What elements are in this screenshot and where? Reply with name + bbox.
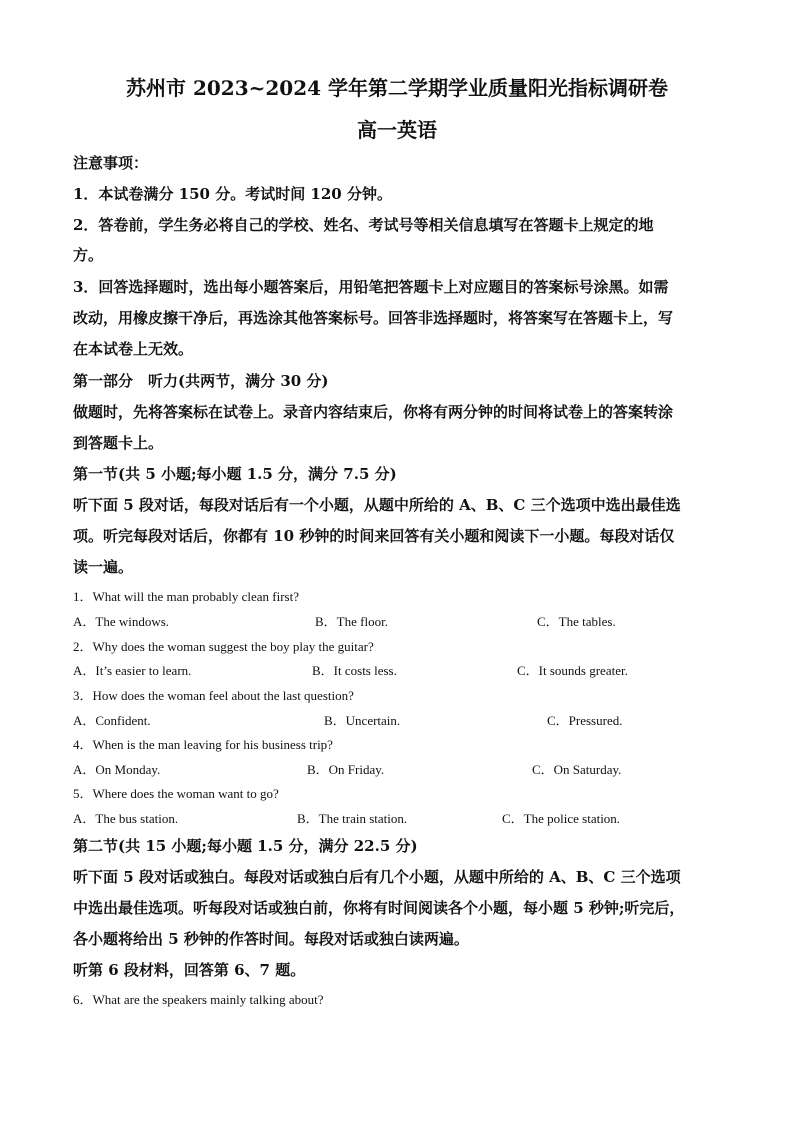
- question-5-option-a: A．The bus station.: [73, 811, 179, 826]
- question-4-option-a: A．On Monday.: [73, 762, 161, 777]
- section2-heading: 第二节(共 15 小题;每小题 1.5 分，满分 22.5 分): [73, 837, 418, 855]
- question-3-option-c: C．Pressured.: [547, 713, 623, 728]
- question-5-option-b: B．The train station.: [297, 811, 408, 826]
- section2-intro-line-1: 听下面 5 段对话或独白。每段对话或独白后有几个小题，从题中所给的 A、B、C 三个选项: [73, 868, 681, 886]
- notes-item-1: 1．本试卷满分 150 分。考试时间 120 分钟。: [73, 185, 392, 203]
- notes-item-3-line-3: 在本试卷上无效。: [73, 340, 194, 358]
- notes-item-2-line-2: 方。: [73, 246, 104, 264]
- notes-item-3-line-2: 改动，用橡皮擦干净后，再选涂其他答案标号。回答非选择题时，将答案写在答题卡上，写: [73, 309, 674, 327]
- question-3-option-b: B．Uncertain.: [324, 713, 401, 728]
- question-2-option-a: A．It’s easier to learn.: [73, 663, 192, 678]
- question-1-option-b: B．The floor.: [315, 614, 388, 629]
- question-3: 3．How does the woman feel about the last question?: [73, 688, 354, 703]
- part1-intro-line-2: 到答题卡上。: [73, 434, 164, 452]
- notes-item-2-line-1: 2．答卷前，学生务必将自己的学校、姓名、考试号等相关信息填写在答题卡上规定的地: [73, 216, 654, 234]
- question-4: 4．When is the man leaving for his business trip?: [73, 737, 333, 752]
- notes-item-3-line-1: 3．回答选择题时，选出每小题答案后，用铅笔把答题卡上对应题目的答案标号涂黑。如需: [73, 278, 669, 296]
- question-2-option-c: C．It sounds greater.: [517, 663, 628, 678]
- section2-intro-line-3: 各小题将给出 5 秒钟的作答时间。每段对话或独白读两遍。: [73, 930, 469, 948]
- question-2: 2．Why does the woman suggest the boy play the guitar?: [73, 639, 374, 654]
- part1-intro-line-1: 做题时，先将答案标在试卷上。录音内容结束后，你将有两分钟的时间将试卷上的答案转涂: [73, 403, 674, 421]
- notes-heading: 注意事项：: [73, 154, 149, 172]
- question-3-option-a: A．Confident.: [73, 713, 151, 728]
- section2-material-6: 听第 6 段材料，回答第 6、7 题。: [73, 961, 306, 979]
- question-1-option-a: A．The windows.: [73, 614, 170, 629]
- question-4-option-c: C．On Saturday.: [532, 762, 622, 777]
- question-2-option-b: B．It costs less.: [312, 663, 397, 678]
- section1-heading: 第一节(共 5 小题;每小题 1.5 分，满分 7.5 分): [73, 465, 397, 483]
- section1-intro-line-2: 项。听完每段对话后，你都有 10 秒钟的时间来回答有关小题和阅读下一小题。每段对话仅: [73, 527, 675, 545]
- question-1: 1．What will the man probably clean first?: [73, 589, 299, 604]
- section1-intro-line-1: 听下面 5 段对话，每段对话后有一个小题，从题中所给的 A、B、C 三个选项中选出最佳选: [73, 496, 681, 514]
- exam-title: 苏州市 2023~2024 学年第二学期学业质量阳光指标调研卷: [125, 76, 668, 100]
- question-6: 6．What are the speakers mainly talking about?: [73, 992, 324, 1007]
- part1-heading: 第一部分 听力(共两节，满分 30 分): [73, 372, 329, 390]
- section2-intro-line-2: 中选出最佳选项。听每段对话或独白前，你将有时间阅读各个小题，每小题 5 秒钟;听完后，: [73, 899, 685, 917]
- section1-intro-line-3: 读一遍。: [73, 558, 134, 576]
- question-5-option-c: C．The police station.: [502, 811, 621, 826]
- question-1-option-c: C．The tables.: [537, 614, 616, 629]
- question-4-option-b: B．On Friday.: [307, 762, 385, 777]
- exam-subtitle: 高一英语: [357, 118, 437, 142]
- question-5: 5．Where does the woman want to go?: [73, 786, 279, 801]
